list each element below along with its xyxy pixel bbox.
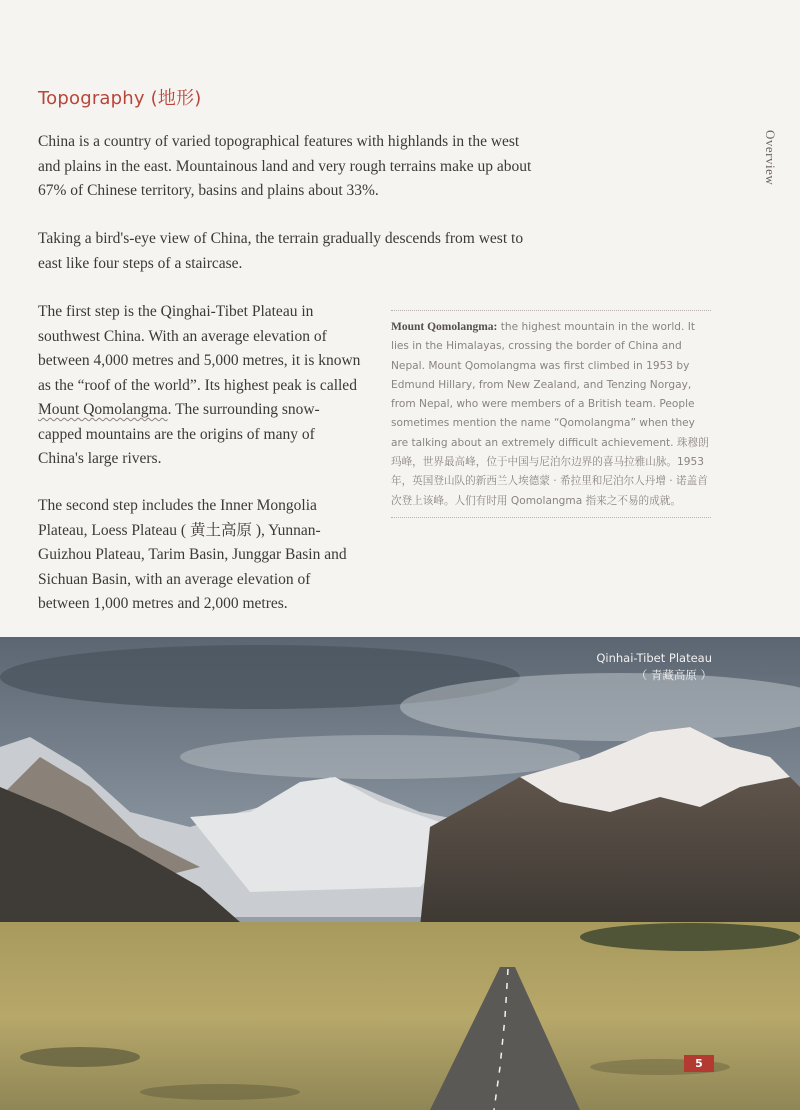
- section-heading: Topography (地形): [38, 88, 202, 109]
- paragraph-first-step-text-b: . The surrounding snow-capped mountains are the origins of many of China's large rivers.: [38, 401, 320, 467]
- glossary-link-qomolangma[interactable]: Mount Qomolangma: [38, 401, 168, 418]
- side-tab-overview[interactable]: Overview: [763, 130, 778, 186]
- glossary-term: Mount Qomolangma:: [391, 321, 498, 333]
- glossary-note: [391, 310, 711, 518]
- page-number: 5: [684, 1055, 714, 1072]
- photo-caption: [596, 650, 712, 684]
- glossary-definition: the highest mountain in the world. It lies in the Himalayas, crossing the border of China and Nepal. Mount Qomolangma was first climbed in 1953 by Edmund Hillary, from New Zealand, and Tenzing Norgay, from Nepal, who were members of a British team. People sometimes mention the name “Qomolangma” when they are talking about an extremely difficult achievement. 珠穆朗玛峰，世界最高峰，位于中国与尼泊尔边界的喜马拉雅山脉。1953 年，英国登山队的新西兰人埃德蒙 · 希拉里和尼泊尔人丹增 · 诺盖首次登上该峰。人们有时用 Qomolangma 指来之不易的成就。: [391, 321, 709, 507]
- paragraph-intro: China is a country of varied topographical features with highlands in the west and plains in the east. Mountainous land and very rough terrains make up about 67% of Chinese territory, basins and plains about 33%.: [38, 133, 532, 199]
- paragraph-staircase: Taking a bird's-eye view of China, the terrain gradually descends from west to east like four steps of a staircase.: [38, 230, 524, 272]
- photo-caption-zh: （ 青藏高原 ）: [635, 668, 712, 682]
- paragraph-first-step-text-a: The first step is the Qinghai-Tibet Plateau in southwest China. With an average elevation of between 4,000 metres and 5,000 metres, it is known as the “roof of the world”. Its highest peak is called: [38, 303, 361, 394]
- photo-caption-en: Qinhai-Tibet Plateau: [596, 651, 712, 665]
- plateau-photo: [0, 637, 800, 1110]
- paragraph-first-step: [38, 300, 363, 472]
- paragraph-second-step: The second step includes the Inner Mongolia Plateau, Loess Plateau ( 黄土高原 ), Yunnan-Guizhou Plateau, Tarim Basin, Junggar Basin and Sichuan Basin, with an average elevation of between 1,000 metres and 2,000 metres.: [38, 497, 347, 612]
